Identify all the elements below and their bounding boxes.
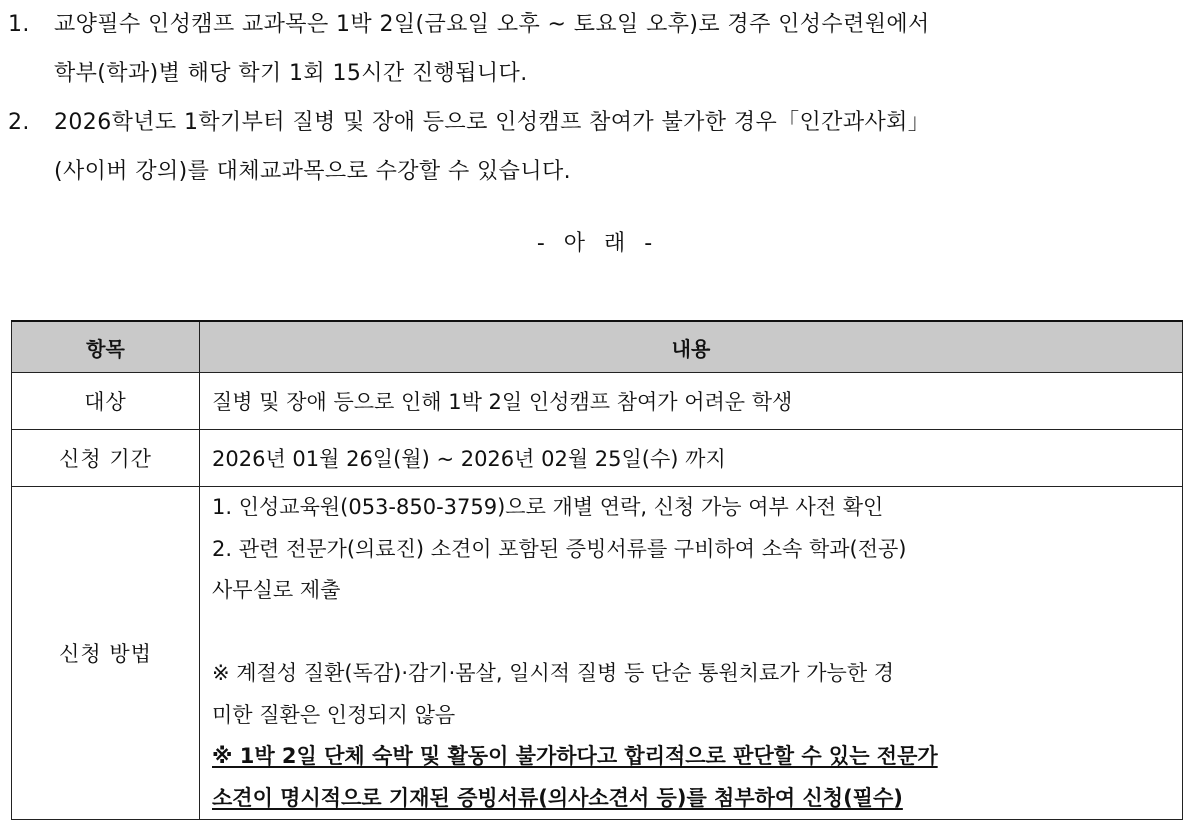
- section-heading: - 아 래 -: [536, 231, 659, 256]
- notice-item-1: [8, 0, 1188, 98]
- method-note-line-2: 미한 질환은 인정되지 않음: [212, 702, 456, 727]
- notice-item-2: [8, 98, 1188, 196]
- notice-item-1-text-1: 교양필수 인성캠프 교과목은 1박 2일(금요일 오후 ~ 토요일 오후)로 경주 인성수련원에서: [54, 12, 930, 37]
- info-table: [11, 320, 1183, 820]
- notice-list: [8, 0, 1188, 196]
- notice-item-2-text-1: 2026학년도 1학기부터 질병 및 장애 등으로 인성캠프 참여가 불가한 경우「인간과사회」: [54, 110, 931, 135]
- table-header-row: [12, 321, 1183, 373]
- header-item: 항목: [12, 321, 200, 373]
- notice-item-2-number: 2.: [8, 110, 30, 135]
- table-row-method: [12, 487, 1183, 820]
- notice-item-2-text-2: (사이버 강의)를 대체교과목으로 수강할 수 있습니다.: [54, 159, 572, 184]
- method-required-line-1: ※ 1박 2일 단체 숙박 및 활동이 불가하다고 합리적으로 판단할 수 있는 전문가: [212, 744, 938, 768]
- method-line-3: 사무실로 제출: [212, 578, 341, 602]
- method-required-line-2: 소견이 명시적으로 기재된 증빙서류(의사소견서 등)를 첨부하여 신청(필수): [212, 785, 903, 810]
- period-value: 2026년 01월 26일(월) ~ 2026년 02월 25일(수) 까지: [200, 430, 1183, 487]
- method-content: [200, 487, 1183, 820]
- method-note-line-1: ※ 계절성 질환(독감)·감기·몸살, 일시적 질병 등 단순 통원치료가 가능한 경: [212, 661, 895, 685]
- table-row-period: [12, 430, 1183, 487]
- method-spacer: [212, 612, 1172, 654]
- notice-item-1-line-1: [8, 0, 1188, 49]
- method-line-2: 2. 관련 전문가(의료진) 소견이 포함된 증빙서류를 구비하여 소속 학과(전공): [212, 536, 907, 561]
- header-content: 내용: [200, 321, 1183, 373]
- target-label: 대상: [12, 373, 200, 430]
- method-line-1: 1. 인성교육원(053-850-3759)으로 개별 연락, 신청 가능 여부 사전 확인: [212, 495, 884, 519]
- notice-item-1-number: 1.: [8, 12, 30, 37]
- method-label: 신청 방법: [12, 487, 200, 820]
- target-value: 질병 및 장애 등으로 인해 1박 2일 인성캠프 참여가 어려운 학생: [200, 373, 1183, 430]
- notice-item-1-text-2: 학부(학과)별 해당 학기 1회 15시간 진행됩니다.: [54, 61, 528, 86]
- notice-item-2-line-1: [8, 98, 1188, 147]
- table-row-target: [12, 373, 1183, 430]
- period-label: 신청 기간: [12, 430, 200, 487]
